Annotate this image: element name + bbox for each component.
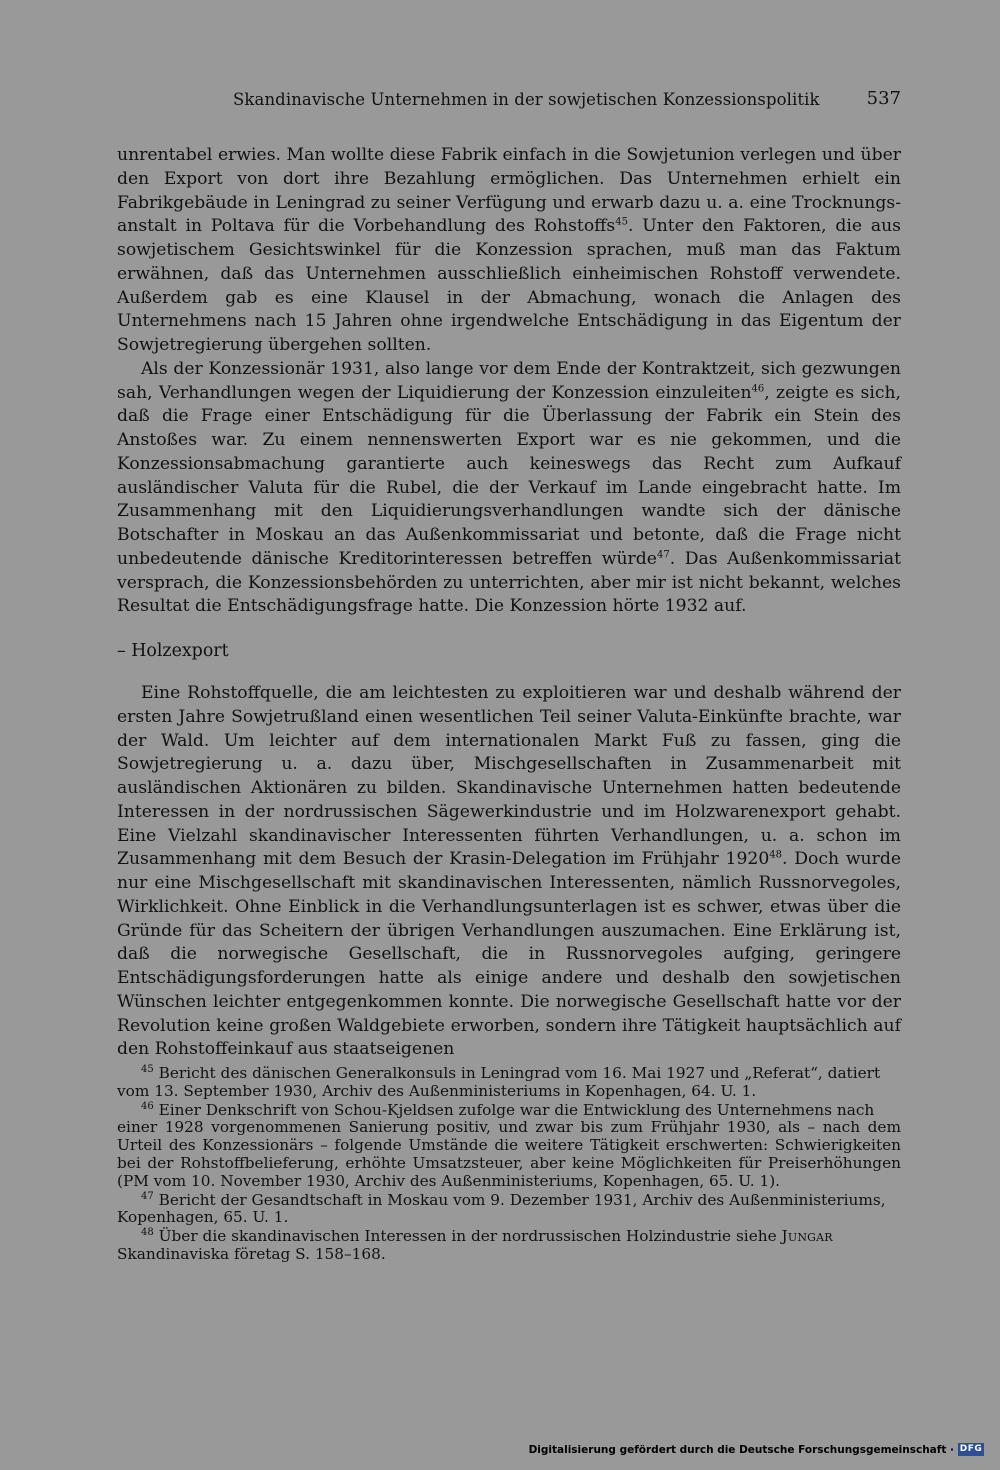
footnote-45: $^{45}$ Bericht des dänischen Generalkonsuls in Leningrad vom 16. Mai 1927 und „Referat“, datiert vom 13. September 1930, Archiv des Außenministeriums in Kopenhagen, 64. U. 1. (117, 1063, 881, 1100)
running-title: Skandinavische Unternehmen in der sowjetischen Konzessionspolitik (233, 90, 820, 109)
footnote-ref-48[interactable]: 48 (769, 849, 782, 861)
footnote-number: 46 (141, 1100, 154, 1112)
paragraph-3: Eine Rohstoffquelle, die am leichtesten zu exploitieren war und deshalb während der ersten Jahre Sowjetrußland einen wesentlichen Teil seiner Valuta-Einkünfte brachte, war der Wald. Um leichter auf dem internationalen Markt Fuß zu fassen, ging die Sowjetregierung u. a. dazu über, Mischgesellschaften in Zusammenarbeit mit ausländischen Aktionären zu bilden. Skandinavische Unternehmen hatten bedeutende Interessen in der nordrussischen Sägewerkindustrie und im Holzwarenexport gehabt. Eine Vielzahl skandinavischer Interessenten führten Verhandlungen, u. a. schon im Zusammenhang mit dem Besuch der Krasin-Delegation im Frühjahr 1920$^{48}$. Doch wurde nur eine Mischgesellschaft mit skandinavischen Interessenten, nämlich Russnorvegoles, Wirklichkeit. Ohne Einblick in die Verhandlungsunterlagen ist es schwer, etwas über die Gründe für das Scheitern der übrigen Verhandlungen auszumachen. Eine Erklärung ist, daß die norwegische Gesellschaft, die in Russnorvegoles aufging, geringere Entschädigungsforderungen hatte als einige andere und deshalb den sowjetischen Wünschen leichter entgegenkommen konnte. Die norwegische Gesellschaft hatte vor der Revolution keine großen Waldgebiete erworben, sondern ihre Tätigkeit hauptsächlich auf den Rohstoffeinkauf aus staatseigenen (117, 683, 901, 1060)
book-page (117, 86, 901, 1386)
paragraph-2: Als der Konzessionär 1931, also lange vor dem Ende der Kontraktzeit, sich gezwungen sah, Verhandlungen wegen der Liquidierung der Konzession einzuleiten$^{46}$, zeigte es sich, daß die Frage einer Entschädigung für die Überlassung der Fabrik ein Stein des Anstoßes war. Zu einem nennenswerten Export war es nie gekommen, und die Konzessionsabmachung garantierte auch keineswegs das Recht zum Aufkauf ausländischer Valuta für die Rubel, die der Verkauf im Lande eingebracht hatte. Im Zusammenhang mit den Liquidierungsverhandlungen wandte sich der dänische Botschafter in Moskau an das Außenkommissariat und betonte, daß die Frage nicht unbedeutende dänische Kreditorinteressen betreffen würde$^{47}$. Das Außenkommissariat versprach, die Konzessionsbehörden zu unterrichten, aber mir ist nicht bekannt, welches Resultat die Entschädigungsfrage hatte. Die Konzession hörte 1932 auf. (117, 358, 901, 617)
credit-text: Digitalisierung gefördert durch die Deutsche Forschungsgemeinschaft · (528, 1443, 954, 1456)
footnotes (117, 1065, 901, 1265)
footnote-ref-45[interactable]: 45 (615, 216, 628, 228)
author-name: Jungar (781, 1227, 833, 1246)
footnote-48: $^{48}$ Über die skandinavischen Interessen in der nordrussischen Holzindustrie siehe Jungar Skandinaviska företag S. 158–168. (117, 1227, 833, 1263)
footnote-ref-46[interactable]: 46 (751, 382, 765, 394)
footnote-number: 45 (141, 1063, 154, 1075)
footnote-number: 48 (141, 1227, 154, 1239)
footnote-ref-47[interactable]: 47 (656, 549, 670, 561)
footnote-47: $^{47}$ Bericht der Gesandtschaft in Moskau vom 9. Dezember 1931, Archiv des Außenministeriums, Kopenhagen, 65. U. 1. (117, 1190, 886, 1227)
body-text (117, 144, 901, 1062)
paragraph-1: unrentabel erwies. Man wollte diese Fabrik einfach in die Sowjetunion verlegen und über den Export von dort ihre Bezahlung ermöglichen. Das Unternehmen erhielt ein Fabrikgebäude in Leningrad zu seiner Verfügung und erwarb dazu u. a. eine Trocknungsanstalt in Poltava für die Vorbehandlung des Rohstoffs$^{45}$. Unter den Faktoren, die aus sowjetischem Gesichtswinkel für die Konzession sprachen, muß man das Faktum erwähnen, daß das Unternehmen ausschließlich einheimischen Rohstoff verwendete. Außerdem gab es eine Klausel in der Abmachung, wonach die Anlagen des Unternehmens nach 15 Jahren ohne irgendwelche Entschädigung in das Eigentum der Sowjetregierung übergehen sollten. (117, 145, 901, 355)
section-heading: – Holzexport (117, 641, 229, 661)
footnote-number: 47 (141, 1190, 154, 1202)
footnote-46: $^{46}$ Einer Denkschrift von Schou-Kjeldsen zufolge war die Entwicklung des Unternehmens nach einer 1928 vorgenommenen Sanierung positiv, und zwar bis zum Frühjahr 1930, als – nach dem Urteil des Konzessionärs – folgende Umstände die weitere Tätigkeit erschwerten: Schwierigkeiten bei der Rohstoffbelieferung, erhöhte Umsatzsteuer, aber keine Möglichkeiten für Preiserhöhungen (PM vom 10. November 1930, Archiv des Außenministeriums, Kopenhagen, 65. U. 1). (117, 1100, 901, 1190)
dfg-logo-icon: DFG (959, 1444, 983, 1454)
running-head (117, 86, 901, 116)
dfg-credit[interactable] (529, 1442, 984, 1457)
page-number: 537 (866, 88, 901, 109)
